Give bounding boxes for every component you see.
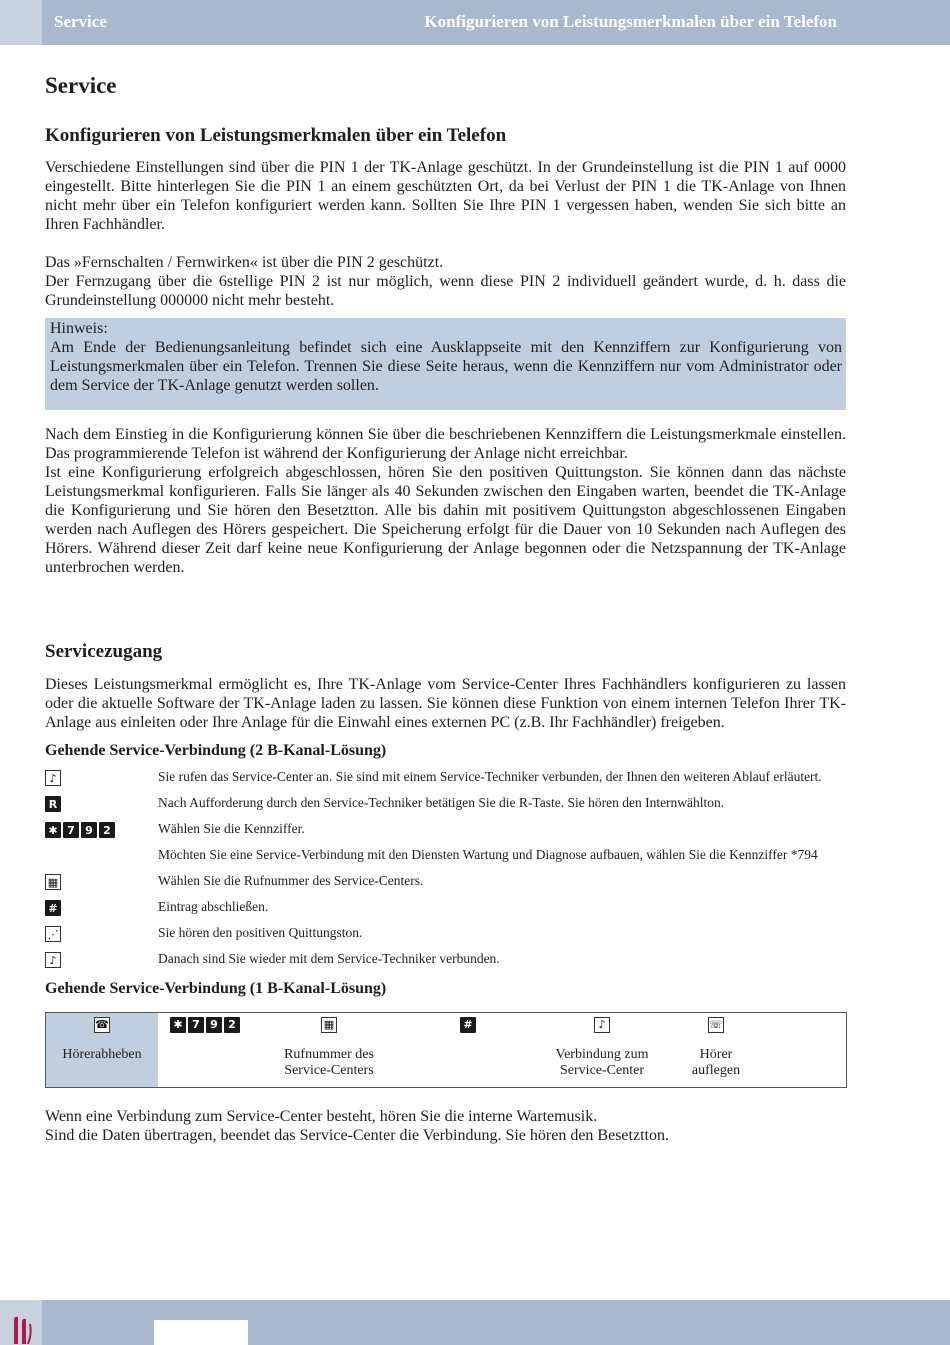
two-key-icon: 2	[99, 822, 115, 838]
flow-cell-code	[158, 1013, 252, 1088]
flow-label-hangup: Hörer auflegen	[691, 1047, 741, 1078]
star-key-icon: ✱	[45, 822, 61, 838]
paragraph-end-1: Wenn eine Verbindung zum Service-Center besteht, hören Sie die interne Wartemusik.	[45, 1108, 598, 1125]
footer-bar	[0, 1300, 950, 1345]
flow-table	[45, 1012, 847, 1088]
flow-cell-connect	[530, 1013, 674, 1088]
page-content	[45, 70, 846, 1145]
note-label: Hinweis:	[50, 320, 108, 337]
nine-key-icon: 9	[81, 822, 97, 838]
handset-icon: ♪	[45, 770, 61, 786]
confirm-tone-icon: ⋰	[45, 926, 61, 942]
flow-label-lift: Hörerabheben	[62, 1047, 142, 1062]
flow-cell-lift	[46, 1013, 159, 1088]
step-text: Wählen Sie die Kennziffer.	[158, 821, 305, 836]
step-text: Eintrag abschließen.	[158, 899, 269, 914]
lift-handset-icon: ☎	[95, 1018, 109, 1031]
seven-key-icon: 7	[188, 1017, 204, 1033]
paragraph-config-b: Ist eine Konfigurierung erfolgreich abgeschlossen, hören Sie den positiven Quittungston. Sie können dann das nächste Leistungsmerkmal konfigurieren. Falls Sie länger als 40 Sekunden zwischen den Eingaben warten, beendet die TK-Anlage die Konfigurierung und Sie hören den Besetztton. Alle bis dahin mit positivem Quittungston abgeschlossenen Eingaben werden nach Auflegen des Hörers gespeichert. Die Speicherung erfolgt für die Dauer von 10 Sekunden nach Auflegen des Hörers. Während dieser Zeit darf keine neue Konfigurierung der Anlage begonnen oder die Netzspannung der TK-Anlage unterbrochen werden.	[45, 464, 846, 576]
brand-logo-icon	[11, 1314, 33, 1344]
step-item	[45, 846, 846, 872]
footer-page-box	[154, 1320, 248, 1345]
code-keys-icon	[45, 820, 158, 838]
handset-icon: ♪	[45, 952, 61, 968]
step-text: Sie hören den positiven Quittungston.	[158, 925, 363, 940]
step-item	[45, 950, 846, 976]
paragraph-pin2-b: Der Fernzugang über die 6stellige PIN 2 ist nur möglich, wenn diese PIN 2 individuell geändert wurde, d. h. dass die Grundeinstellung 000000 nicht mehr besteht.	[45, 273, 846, 309]
step-item	[45, 794, 846, 820]
flow-cell-number	[252, 1013, 406, 1088]
step-text: Möchten Sie eine Service-Verbindung mit den Diensten Wartung und Diagnose aufbauen, wählen Sie die Kennziffer *794	[158, 847, 818, 862]
step-list	[45, 768, 846, 976]
step-text: Danach sind Sie wieder mit dem Service-Techniker verbunden.	[158, 951, 500, 966]
flow-cell-empty	[758, 1013, 847, 1088]
paragraph-pin2-a: Das »Fernschalten / Fernwirken« ist über die PIN 2 geschützt.	[45, 254, 444, 271]
step-text: Wählen Sie die Rufnummer des Service-Centers.	[158, 873, 424, 888]
flow-cell-hangup	[674, 1013, 758, 1088]
step-item	[45, 872, 846, 898]
r-key-icon: R	[45, 796, 61, 812]
header-left-strip	[0, 0, 42, 45]
hash-key-icon: #	[460, 1017, 476, 1033]
paragraph-pin1: Verschiedene Einstellungen sind über die PIN 1 der TK-Anlage geschützt. In der Grundeinstellung ist die PIN 1 auf 0000 eingestellt. Bitte hinterlegen Sie die PIN 1 an einem geschützten Ort, da bei Verlust der PIN 1 die TK-Anlage von Ihnen nicht mehr über ein Telefon konfiguriert werden kann. Sollten Sie Ihre PIN 1 vergessen haben, wenden Sie sich bitte an Ihren Fachhändler.	[45, 159, 846, 233]
paragraph-end-2: Sind die Daten übertragen, beendet das Service-Center die Verbindung. Sie hören den Besetztton.	[45, 1127, 669, 1144]
flow-cell-hash	[406, 1013, 530, 1088]
seven-key-icon: 7	[63, 822, 79, 838]
step-text: Nach Aufforderung durch den Service-Techniker betätigen Sie die R-Taste. Sie hören den Internwählton.	[158, 795, 725, 810]
step-item	[45, 898, 846, 924]
hang-up-icon: ☏	[709, 1018, 723, 1031]
step-item	[45, 924, 846, 950]
header-bar	[0, 0, 950, 45]
code-keys-icon	[160, 1017, 250, 1037]
flow-label-number: Rufnummer des Service-Centers	[284, 1047, 374, 1078]
paragraph-config-a: Nach dem Einstieg in die Konfigurierung können Sie über die beschriebenen Kennziffern die Leistungsmerkmale einstellen. Das programmierende Telefon ist während der Konfigurierung der Anlage nicht erreichbar.	[45, 426, 846, 462]
section-heading: Konfigurieren von Leistungsmerkmalen über ein Telefon	[45, 125, 507, 146]
hash-key-icon: #	[45, 900, 61, 916]
note-box	[45, 318, 846, 410]
header-section: Service	[54, 12, 107, 31]
star-key-icon: ✱	[170, 1017, 186, 1033]
note-text: Am Ende der Bedienungsanleitung befindet sich eine Ausklappseite mit den Kennziffern zur Konfigurierung von Leistungsmerkmalen über ein Telefon. Trennen Sie diese Seite heraus, wenn die Kennziffern nur vom Administrator oder dem Service der TK-Anlage genutzt werden sollen.	[50, 339, 842, 394]
flow-label-connect: Verbindung zum Service-Center	[555, 1047, 649, 1078]
keypad-icon: ▦	[321, 1017, 337, 1033]
servicezugang-heading: Servicezugang	[45, 641, 163, 662]
sub-heading-1b: Gehende Service-Verbindung (1 B-Kanal-Lösung)	[45, 980, 387, 997]
nine-key-icon: 9	[206, 1017, 222, 1033]
step-item	[45, 768, 846, 794]
step-item	[45, 820, 846, 846]
servicezugang-intro: Dieses Leistungsmerkmal ermöglicht es, Ihre TK-Anlage vom Service-Center Ihres Fachhändlers konfigurieren zu lassen oder die aktuelle Software der TK-Anlage laden zu lassen. Sie können diese Funktion von einem internen Telefon Ihrer TK-Anlage aus einleiten oder Ihre Anlage für die Einwahl eines externen PC (z.B. Ihr Fachhändler) freigeben.	[45, 676, 846, 731]
two-key-icon: 2	[224, 1017, 240, 1033]
header-title: Konfigurieren von Leistungsmerkmalen über ein Telefon	[424, 12, 837, 31]
handset-icon: ♪	[594, 1017, 610, 1033]
sub-heading-2b: Gehende Service-Verbindung (2 B-Kanal-Lösung)	[45, 742, 387, 759]
page-title: Service	[45, 73, 117, 98]
keypad-icon: ▦	[45, 874, 61, 890]
step-text: Sie rufen das Service-Center an. Sie sind mit einem Service-Techniker verbunden, der Ihnen den weiteren Ablauf erläutert.	[158, 769, 822, 784]
